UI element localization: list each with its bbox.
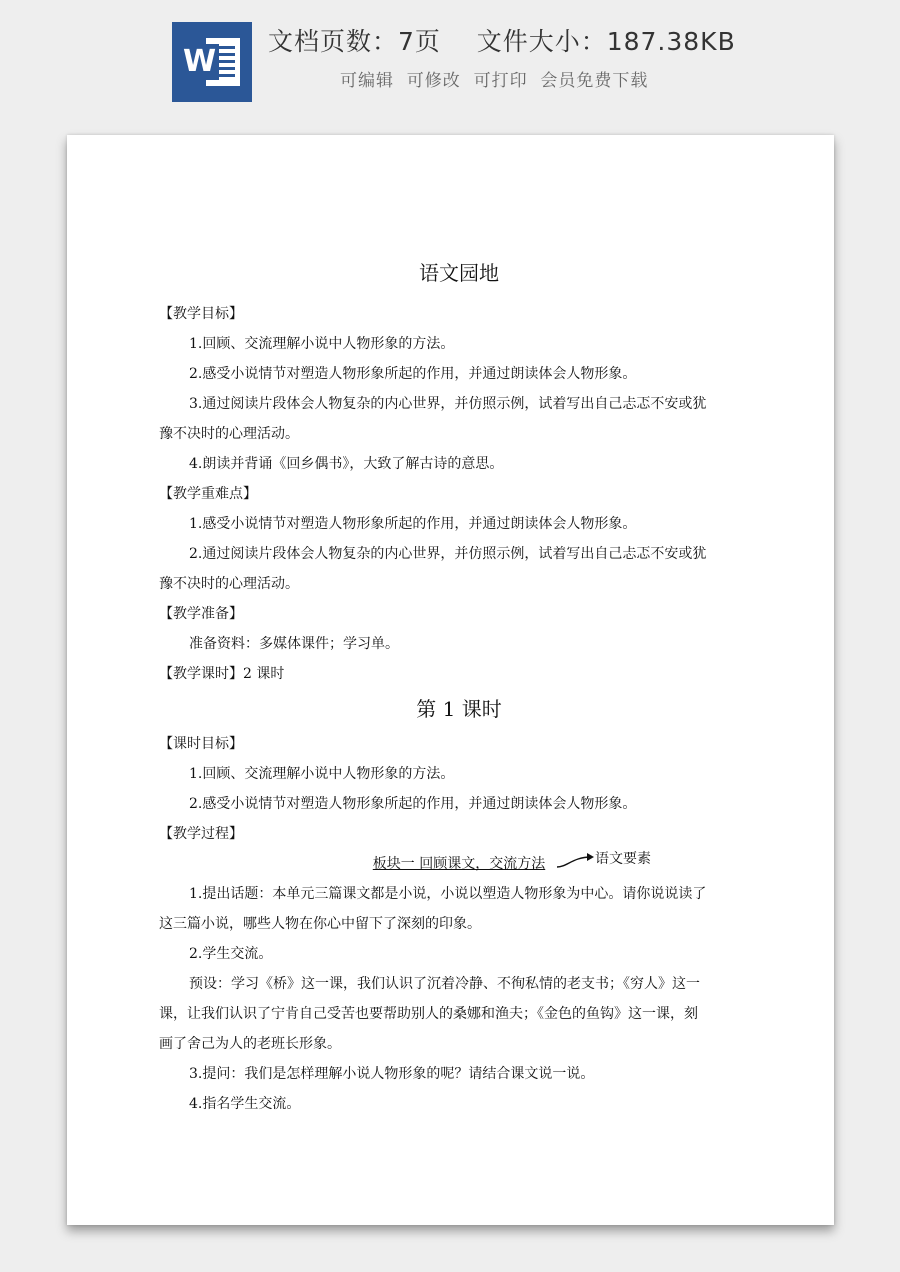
process-item: 预设：学习《桥》这一课，我们认识了沉着冷静、不徇私情的老支书；《穷人》这一 bbox=[189, 976, 700, 992]
goal-item: 2.感受小说情节对塑造人物形象所起的作用，并通过朗读体会人物形象。 bbox=[189, 366, 637, 382]
section-heading-lesson-goals: 【课时目标】 bbox=[159, 736, 243, 752]
document-content bbox=[159, 253, 759, 1119]
goal-item-continued: 豫不决时的心理活动。 bbox=[159, 426, 299, 442]
lesson-goal-item: 2.感受小说情节对塑造人物形象所起的作用，并通过朗读体会人物形象。 bbox=[189, 796, 637, 812]
goal-item: 1.回顾、交流理解小说中人物形象的方法。 bbox=[189, 336, 455, 352]
lesson-goal-item: 1.回顾、交流理解小说中人物形象的方法。 bbox=[189, 766, 455, 782]
document-features: 可编辑 可修改 可打印 会员免费下载 bbox=[340, 71, 649, 91]
process-item: 3.提问：我们是怎样理解小说人物形象的呢？请结合课文说一说。 bbox=[189, 1066, 595, 1082]
block-title: 板块一 回顾课文，交流方法 bbox=[372, 856, 546, 872]
document-info-header bbox=[0, 0, 900, 120]
goal-item: 4.朗读并背诵《回乡偶书》，大致了解古诗的意思。 bbox=[189, 456, 504, 472]
word-document-icon bbox=[172, 22, 252, 102]
lesson-title: 第 1 课时 bbox=[416, 697, 502, 721]
key-point-item-continued: 豫不决时的心理活动。 bbox=[159, 576, 299, 592]
word-letter: W bbox=[180, 44, 219, 80]
block-annotation: 语文要素 bbox=[595, 851, 651, 867]
key-point-item: 2.通过阅读片段体会人物复杂的内心世界，并仿照示例，试着写出自己忐忑不安或犹 bbox=[189, 546, 707, 562]
section-heading-goals: 【教学目标】 bbox=[159, 306, 243, 322]
key-point-item: 1.感受小说情节对塑造人物形象所起的作用，并通过朗读体会人物形象。 bbox=[189, 516, 637, 532]
process-item: 1.提出话题：本单元三篇课文都是小说，小说以塑造人物形象为中心。请你说说读了 bbox=[189, 886, 707, 902]
section-heading-process: 【教学过程】 bbox=[159, 826, 243, 842]
goal-item: 3.通过阅读片段体会人物复杂的内心世界，并仿照示例，试着写出自己忐忑不安或犹 bbox=[189, 396, 707, 412]
document-stats: 文档页数：7页 文件大小：187.38KB bbox=[268, 27, 736, 56]
curved-arrow-icon bbox=[555, 851, 597, 871]
document-title: 语文园地 bbox=[419, 261, 499, 285]
process-item-continued: 画了舍己为人的老班长形象。 bbox=[159, 1036, 341, 1052]
process-item-continued: 这三篇小说，哪些人物在你心中留下了深刻的印象。 bbox=[159, 916, 481, 932]
block-title-row bbox=[159, 849, 759, 879]
section-heading-preparation: 【教学准备】 bbox=[159, 606, 243, 622]
section-heading-key-points: 【教学重难点】 bbox=[159, 486, 257, 502]
preparation-text: 准备资料：多媒体课件；学习单。 bbox=[189, 636, 399, 652]
process-item-continued: 课，让我们认识了宁肯自己受苦也要帮助别人的桑娜和渔夫；《金色的鱼钩》这一课，刻 bbox=[159, 1006, 698, 1022]
document-page bbox=[67, 135, 834, 1225]
class-hours: 【教学课时】2 课时 bbox=[159, 666, 285, 682]
process-item: 4.指名学生交流。 bbox=[189, 1096, 301, 1112]
process-item: 2.学生交流。 bbox=[189, 946, 273, 962]
